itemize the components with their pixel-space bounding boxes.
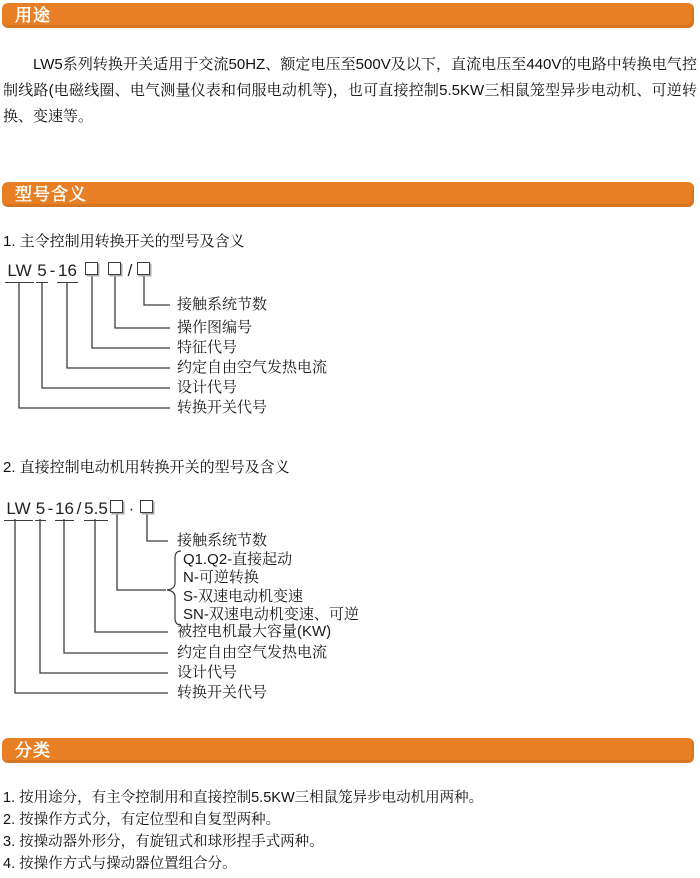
diagram-label: 设计代号 (177, 664, 238, 681)
brace (167, 551, 181, 625)
diagram-label: 转换开关代号 (177, 399, 268, 416)
diagram2-heading: 2. 直接控制电动机用转换开关的型号及含义 (3, 459, 290, 476)
diagram-label: 特征代号 (177, 339, 238, 356)
code-dash: - (47, 499, 54, 518)
feature-option: S-双速电动机变速 (183, 588, 304, 605)
diagram-label: 约定自由空气发热电流 (177, 644, 328, 661)
list-item: 2. 按操作方式分，有定位型和自复型两种。 (3, 812, 281, 828)
feature-option: SN-双速电动机变速、可逆 (183, 606, 359, 623)
connector-lines (0, 256, 700, 422)
model-diagram-1 (0, 256, 700, 422)
diagram-label: 接触系统节数 (177, 296, 268, 313)
code-box (108, 262, 121, 275)
list-item: 4. 按操作方式与操动器位置组合分。 (3, 856, 237, 872)
code-design: 5 (36, 260, 48, 283)
code-slash: / (127, 261, 133, 280)
code-box (140, 500, 153, 513)
diagram-label: 接触系统节数 (177, 532, 268, 549)
code-current: 16 (57, 260, 78, 283)
code-box (85, 262, 98, 275)
code-design: 5 (35, 498, 46, 521)
diagram1-heading: 1. 主令控制用转换开关的型号及含义 (3, 233, 245, 250)
usage-paragraph: LW5系列转换开关适用于交流50HZ、额定电压至500V及以下，直流电压至440V的电路中转换电气控制线路(电磁线圈、电气测量仪表和伺服电动机等)，也可直接控制5.5KW三相鼠笼型异步电动机、可逆转换、变速等。 (3, 56, 697, 125)
code-slash: / (76, 499, 82, 518)
diagram-label: 被控电机最大容量(KW) (177, 623, 332, 640)
diagram-label: 转换开关代号 (177, 684, 268, 701)
code-dot: · (128, 499, 135, 518)
list-item: 1. 按用途分，有主令控制用和直接控制5.5KW三相鼠笼异步电动机用两种。 (3, 790, 484, 806)
code-box (137, 262, 150, 275)
code-power: 5.5 (84, 498, 108, 521)
section-header-classification: 分类 (2, 738, 694, 763)
connector-lines (0, 494, 700, 706)
diagram-label: 约定自由空气发热电流 (177, 359, 328, 376)
code-series: LW (4, 498, 33, 521)
diagram-label: 设计代号 (177, 379, 238, 396)
model-diagram-2 (0, 494, 700, 706)
diagram-label: 操作图编号 (177, 319, 253, 336)
code-box (110, 500, 123, 513)
section-header-model: 型号含义 (2, 182, 694, 207)
classification-list (3, 787, 483, 875)
code-dash: - (49, 261, 56, 280)
feature-option: Q1.Q2-直接起动 (183, 551, 293, 568)
feature-option: N-可逆转换 (183, 569, 259, 586)
section-header-usage: 用途 (2, 3, 694, 28)
code-current: 16 (55, 498, 74, 521)
list-item: 3. 按操动器外形分，有旋钮式和球形捏手式两种。 (3, 834, 324, 850)
code-series: LW (5, 260, 34, 283)
